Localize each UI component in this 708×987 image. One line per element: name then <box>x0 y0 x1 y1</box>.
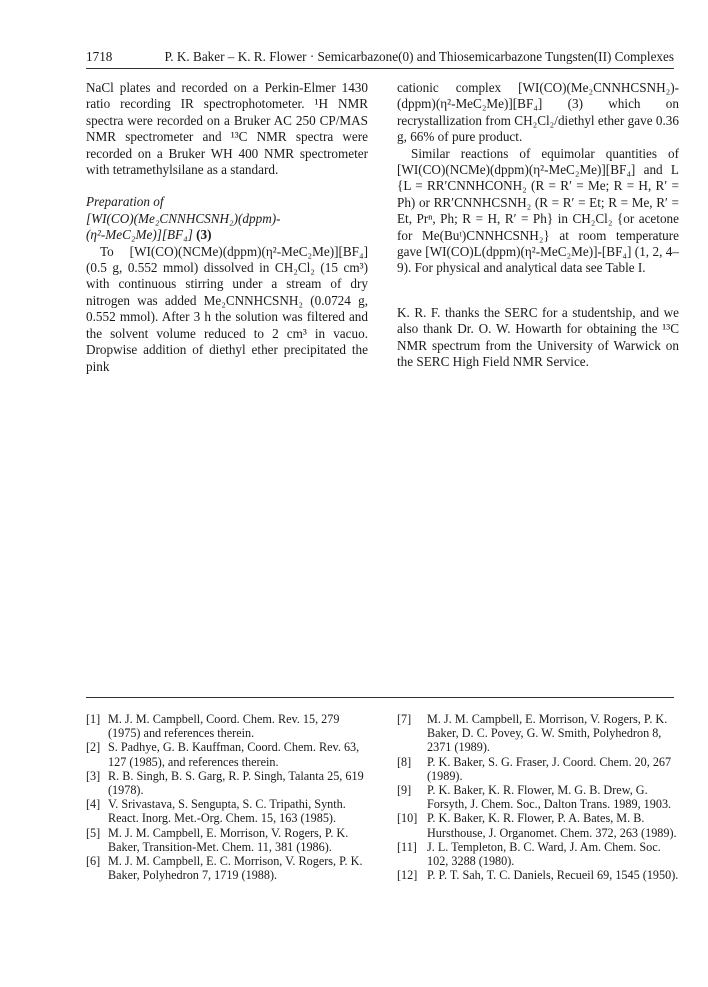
reference-item <box>397 755 679 783</box>
acknowledgement-paragraph: K. R. F. thanks the SERC for a studentship, and we also thank Dr. O. W. Howarth for obtaining the ¹³C NMR spectrum from the University of Warwick on the SERC High Field NMR Service. <box>397 304 679 370</box>
reference-item <box>86 797 366 825</box>
reference-text: M. J. M. Campbell, Coord. Chem. Rev. 15, 279 (1975) and references therein. <box>108 712 340 741</box>
references-right <box>397 712 679 882</box>
page-number: 1718 <box>86 49 113 64</box>
reference-item <box>86 740 366 768</box>
reference-item <box>397 712 679 755</box>
running-title: P. K. Baker – K. R. Flower · Semicarbazone(0) and Thiosemicarbazone Tungsten(II) Complexes <box>164 49 674 64</box>
reference-item <box>397 868 679 882</box>
reference-text: P. K. Baker, K. R. Flower, M. G. B. Drew, G. Forsyth, J. Chem. Soc., Dalton Trans. 1989, 1903. <box>427 783 672 812</box>
reference-number: [1] <box>86 712 101 726</box>
heading-compound-number: (3) <box>196 227 212 243</box>
reference-number: [3] <box>86 768 101 783</box>
reference-number: [9] <box>397 783 412 798</box>
references-left <box>86 712 366 882</box>
reference-number: [7] <box>397 712 412 726</box>
header-divider <box>86 68 674 69</box>
intro-paragraph: NaCl plates and recorded on a Perkin-Elmer 1430 ratio recording IR spectrophotometer. ¹H NMR spectra were recorded on a Bruker AC 250 CP/MAS NMR spectrometer and ¹³C NMR spectra were recorded on a Bruker WH 400 NMR spectrometer with tetramethylsilane as a standard. <box>86 80 368 178</box>
reference-item <box>86 854 366 882</box>
heading-line-1: Preparation of <box>86 194 164 210</box>
heading-line-3: (η²-MeC₂Me)][BF₄] <box>86 227 193 243</box>
reference-text: J. L. Templeton, B. C. Ward, J. Am. Chem. Soc. 102, 3288 (1980). <box>427 839 661 869</box>
reference-number: [4] <box>86 797 101 812</box>
reference-text: M. J. M. Campbell, E. Morrison, V. Rogers, P. K. Baker, Transition-Met. Chem. 11, 381 (1986). <box>108 825 349 854</box>
reference-text: P. K. Baker, S. G. Fraser, J. Coord. Chem. 20, 267 (1989). <box>427 754 672 783</box>
reference-text: V. Srivastava, S. Sengupta, S. C. Tripathi, Synth. React. Inorg. Met.-Org. Chem. 15, 163 (1985). <box>108 797 346 826</box>
reference-text: M. J. M. Campbell, E. Morrison, V. Rogers, P. K. Baker, D. C. Povey, G. W. Smith, Polyhedron 8, 2371 (1989). <box>427 712 668 755</box>
reference-number: [12] <box>397 868 418 883</box>
section-heading <box>86 194 368 243</box>
reference-item <box>397 811 679 839</box>
heading-line-2: [WI(CO)(Me₂CNNHCSNH₂)(dppm)- <box>86 210 281 226</box>
reference-text: P. K. Baker, K. R. Flower, P. A. Bates, M. B. Hursthouse, J. Organomet. Chem. 372, 263 (1989). <box>427 811 677 840</box>
reference-item <box>86 826 366 854</box>
reference-number: [11] <box>397 839 417 854</box>
reference-number: [2] <box>86 740 101 755</box>
references-divider <box>86 697 674 698</box>
reference-number: [6] <box>86 854 101 869</box>
left-column <box>86 80 368 375</box>
continuation-paragraph: cationic complex [WI(CO)(Me₂CNNHCSNH₂)-(dppm)(η²-MeC₂Me)][BF₄] (3) which on recrystallization from CH₂Cl₂/diethyl ether gave 0.36 g, 66% of pure product. <box>397 80 679 145</box>
reference-number: [8] <box>397 754 412 769</box>
reference-number: [5] <box>86 825 101 840</box>
reference-text: P. P. T. Sah, T. C. Daniels, Recueil 69, 1545 (1950). <box>427 868 679 883</box>
reference-item <box>397 840 679 868</box>
preparation-paragraph: To [WI(CO)(NCMe)(dppm)(η²-MeC₂Me)][BF₄] (0.5 g, 0.552 mmol) dissolved in CH₂Cl₂ (15 cm³) with continuous stirring under a stream of dry nitrogen was added Me₂CNNHCSNH₂ (0.0724 g, 0.552 mmol). After 3 h the solution was filtered and the solvent volume reduced to 2 cm³ in vacuo. Dropwise addition of diethyl ether precipitated the pink <box>86 243 368 374</box>
reference-text: M. J. M. Campbell, E. C. Morrison, V. Rogers, P. K. Baker, Polyhedron 7, 1719 (1988). <box>108 854 363 883</box>
reference-text: R. B. Singh, B. S. Garg, R. P. Singh, Talanta 25, 619 (1978). <box>108 768 364 798</box>
reference-item <box>397 783 679 811</box>
reference-number: [10] <box>397 811 418 826</box>
running-header <box>86 48 674 66</box>
similar-reactions-paragraph: Similar reactions of equimolar quantities of [WI(CO)(NCMe)(dppm)(η²-MeC₂Me)][BF₄] and L {L = RR′CNNHCONH₂ (R = R′ = Me; R = H, R′ = Ph) or RR′CNNHCSNH₂ (R = R′ = Et; R = Me, R′ = Et, Prⁿ, Ph; R = H, R′ = Ph} in CH₂Cl₂ {or acetone for Me(Buᵗ)CNNHCSNH₂} at room temperature gave [WI(CO)L(dppm)(η²-MeC₂Me)]-[BF₄] (1, 2, 4–9). For physical and analytical data see Table I. <box>397 145 679 276</box>
right-column <box>397 80 679 371</box>
reference-item <box>86 712 366 740</box>
reference-text: S. Padhye, G. B. Kauffman, Coord. Chem. Rev. 63, 127 (1985), and references therein. <box>108 740 360 769</box>
reference-item <box>86 769 366 797</box>
